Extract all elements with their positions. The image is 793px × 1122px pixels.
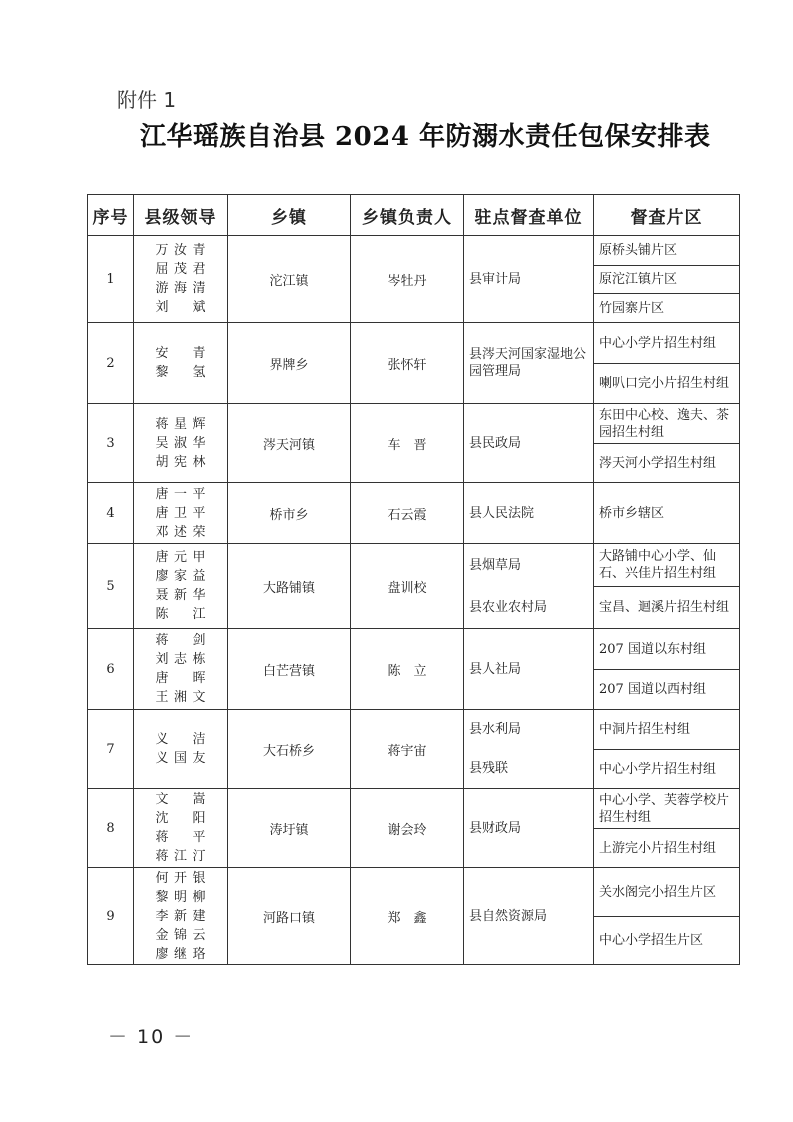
supervision-area: 大路铺中心小学、仙石、兴佳片招生村组 [599, 549, 717, 581]
county-leaders-cell [134, 404, 228, 483]
supervision-units-cell [464, 236, 594, 323]
leader-name: 胡宪林 [155, 454, 206, 470]
leader-name: 义 洁 [155, 732, 206, 747]
supervision-areas-cell [594, 629, 740, 710]
column-header: 督查片区 [594, 195, 740, 236]
leaders-list [156, 344, 206, 382]
supervision-units-cell [464, 789, 594, 868]
town-name: 桥市乡 [228, 483, 351, 544]
town-head-name: 车 晋 [351, 404, 464, 483]
leaders-list [156, 485, 206, 542]
leader-name: 安 青 [155, 346, 206, 361]
supervision-area: 中心小学、芙蓉学校片招生村组 [599, 792, 730, 825]
leader-name: 游海清 [155, 281, 206, 296]
leaders-list [156, 790, 206, 866]
column-header: 序号 [88, 195, 134, 236]
supervision-unit: 县水利局 [469, 722, 522, 737]
supervision-units-cell [464, 404, 594, 483]
supervision-unit: 县人社局 [469, 661, 522, 677]
leader-name: 何开银 [155, 870, 206, 886]
supervision-area: 关水阁完小招生片区 [599, 884, 717, 900]
supervision-areas-cell [594, 404, 740, 483]
county-leaders-cell [134, 629, 228, 710]
supervision-units-cell [464, 710, 594, 789]
supervision-area: 中心小学招生片区 [594, 916, 739, 964]
row-number: 7 [88, 710, 134, 789]
supervision-area: 上游完小片招生村组 [594, 828, 739, 867]
leader-name: 黎 氢 [155, 365, 206, 380]
supervision-units-cell [464, 323, 594, 404]
table-row [88, 629, 740, 710]
leader-name: 文 嵩 [155, 792, 206, 807]
table-header-row [88, 195, 740, 236]
page-number: － 10 － [108, 1026, 195, 1048]
supervision-unit: 县财政局 [469, 820, 522, 836]
row-number: 1 [88, 236, 134, 323]
supervision-area: 涔天河小学招生村组 [594, 443, 739, 482]
table-row [88, 404, 740, 483]
county-leaders-cell [134, 868, 228, 965]
leader-name: 唐卫平 [155, 505, 206, 521]
town-head-name: 郑 鑫 [351, 868, 464, 965]
leader-name: 沈 阳 [155, 811, 206, 826]
supervision-area: 中心小学片招生村组 [599, 335, 717, 351]
supervision-areas-cell [594, 236, 740, 323]
supervision-areas-cell [594, 710, 740, 789]
town-name: 涔天河镇 [228, 404, 351, 483]
supervision-unit: 县民政局 [469, 435, 522, 451]
table-row [88, 323, 740, 404]
supervision-area: 207 国道以西村组 [594, 669, 739, 709]
leader-name: 黎明柳 [155, 889, 206, 905]
leaders-list [156, 415, 206, 472]
leader-name: 陈 江 [155, 607, 206, 622]
leader-name: 廖家益 [155, 569, 206, 584]
town-name: 涛圩镇 [228, 789, 351, 868]
row-number: 4 [88, 483, 134, 544]
supervision-areas-cell [594, 868, 740, 965]
supervision-area: 喇叭口完小片招生村组 [594, 363, 739, 403]
column-header: 驻点督查单位 [464, 195, 594, 236]
supervision-unit: 县烟草局 [469, 557, 522, 573]
leaders-list [156, 548, 206, 624]
supervision-unit: 县审计局 [469, 271, 522, 287]
supervision-units-cell [464, 868, 594, 965]
leader-name: 唐 晖 [155, 671, 206, 686]
supervision-area: 宝昌、迴溪片招生村组 [594, 586, 739, 628]
document-title: 江华瑶族自治县 2024 年防溺水责任包保安排表 [140, 122, 711, 152]
supervision-area: 原桥头铺片区 [599, 242, 678, 258]
town-head-name: 盘训校 [351, 544, 464, 629]
county-leaders-cell [134, 710, 228, 789]
county-leaders-cell [134, 544, 228, 629]
leader-name: 聂新华 [155, 588, 206, 603]
leaders-list [156, 730, 206, 768]
supervision-units-cell [464, 544, 594, 629]
town-head-name: 张怀轩 [351, 323, 464, 404]
leader-name: 刘志栋 [155, 652, 206, 667]
leaders-list [156, 631, 206, 707]
leader-name: 刘 斌 [155, 300, 206, 315]
supervision-unit: 县人民法院 [469, 505, 535, 521]
leader-name: 唐一平 [155, 486, 206, 502]
row-number: 9 [88, 868, 134, 965]
town-name: 大路铺镇 [228, 544, 351, 629]
supervision-areas-cell [594, 483, 740, 544]
supervision-areas-cell [594, 544, 740, 629]
leader-name: 万汝青 [155, 243, 206, 258]
supervision-area: 207 国道以东村组 [599, 641, 706, 657]
responsibility-table [87, 194, 740, 965]
supervision-units-cell [464, 483, 594, 544]
leader-name: 义国友 [155, 751, 206, 766]
column-header: 县级领导 [134, 195, 228, 236]
county-leaders-cell [134, 789, 228, 868]
town-head-name: 石云霞 [351, 483, 464, 544]
town-head-name: 蒋宇宙 [351, 710, 464, 789]
leader-name: 蒋 平 [155, 830, 206, 845]
town-name: 大石桥乡 [228, 710, 351, 789]
supervision-area: 中洞片招生村组 [599, 722, 691, 737]
town-head-name: 谢会玲 [351, 789, 464, 868]
leader-name: 屈茂君 [155, 262, 206, 277]
supervision-area: 东田中心校、逸夫、茶园招生村组 [599, 407, 730, 440]
leader-name: 蒋星辉 [155, 416, 206, 432]
county-leaders-cell [134, 236, 228, 323]
town-name: 河路口镇 [228, 868, 351, 965]
supervision-units-cell [464, 629, 594, 710]
table-row [88, 868, 740, 965]
town-name: 沱江镇 [228, 236, 351, 323]
supervision-unit: 县残联 [469, 761, 509, 776]
leader-name: 廖继珞 [155, 946, 206, 962]
row-number: 3 [88, 404, 134, 483]
row-number: 6 [88, 629, 134, 710]
table-row [88, 544, 740, 629]
supervision-unit: 县农业农村局 [469, 599, 548, 615]
leader-name: 唐元甲 [155, 550, 206, 565]
row-number: 8 [88, 789, 134, 868]
town-name: 白芒营镇 [228, 629, 351, 710]
leaders-list [156, 869, 206, 964]
supervision-area: 桥市乡辖区 [599, 505, 665, 521]
leader-name: 李新建 [155, 908, 206, 924]
town-name: 界牌乡 [228, 323, 351, 404]
supervision-unit: 县自然资源局 [469, 908, 548, 924]
column-header: 乡镇负责人 [351, 195, 464, 236]
column-header: 乡镇 [228, 195, 351, 236]
leader-name: 蒋 剑 [155, 633, 206, 648]
row-number: 2 [88, 323, 134, 404]
supervision-area: 原沱江镇片区 [594, 265, 739, 294]
supervision-areas-cell [594, 323, 740, 404]
town-head-name: 陈 立 [351, 629, 464, 710]
leader-name: 吴淑华 [155, 435, 206, 451]
town-head-name: 岑牡丹 [351, 236, 464, 323]
county-leaders-cell [134, 323, 228, 404]
table-row [88, 236, 740, 323]
leader-name: 王湘文 [155, 690, 206, 705]
leader-name: 金锦云 [155, 927, 206, 943]
attachment-label: 附件 1 [117, 88, 177, 112]
row-number: 5 [88, 544, 134, 629]
leader-name: 蒋江汀 [155, 849, 206, 864]
county-leaders-cell [134, 483, 228, 544]
table-row [88, 789, 740, 868]
supervision-areas-cell [594, 789, 740, 868]
supervision-area: 竹园寨片区 [594, 293, 739, 322]
supervision-area: 中心小学片招生村组 [594, 749, 739, 788]
leaders-list [156, 241, 206, 317]
table-row [88, 710, 740, 789]
table-row [88, 483, 740, 544]
supervision-unit: 县涔天河国家湿地公园管理局 [469, 347, 587, 379]
leader-name: 邓述荣 [155, 524, 206, 540]
